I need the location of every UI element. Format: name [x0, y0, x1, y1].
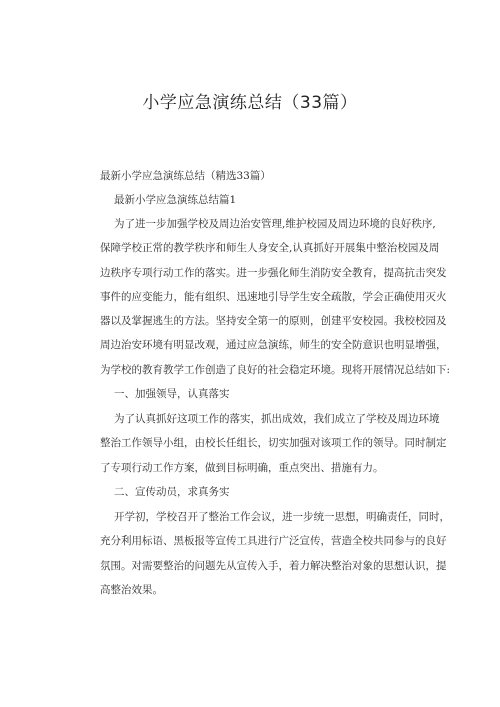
document-title: 小学应急演练总结（33篇）	[142, 93, 358, 113]
paragraph-line: 保障学校正常的教学秩序和师生人身安全,认真抓好开展集中整治校园及周	[100, 242, 440, 255]
paragraph-line: 为了进一步加强学校及周边治安管理,维护校园及周边环境的良好秩序,	[114, 218, 436, 230]
paragraph-line: 充分利用标语、黑板报等宣传工具进行广泛宣传，营造全校共同参与的良好	[100, 535, 447, 548]
paragraph-line: 高整治效果。	[100, 583, 163, 596]
paragraph-line: 周边治安环境有明显改观，通过应急演练，师生的安全防意识也明显增强，	[100, 339, 447, 352]
paragraph-line: 整治工作领导小组，由校长任组长，切实加强对该项工作的领导。同时制定	[100, 437, 447, 450]
paragraph-line: 边秩序专项行动工作的落实。进一步强化师生消防安全教育，提高抗击突发	[100, 266, 447, 279]
heading-1: 一、加强领导，认真落实	[114, 388, 230, 400]
paragraph-2	[100, 407, 447, 480]
paragraph-1	[100, 212, 451, 382]
paragraph-line: 器以及掌握逃生的方法。坚持安全第一的原则，创建平安校园。我校校园及	[100, 315, 447, 328]
paragraph-line: 为了认真抓好这项工作的落实，抓出成效，我们成立了学校及周边环境	[114, 413, 440, 425]
paragraph-line: 开学初，学校召开了整治工作会议，进一步统一思想，明确责任，同时，	[114, 511, 450, 523]
paragraph-line: 了专项行动工作方案，做到目标明确，重点突出、措施有力。	[100, 461, 384, 474]
paragraph-line: 事件的应变能力，能有组织、迅速地引导学生安全疏散，学会正确使用灭火	[100, 290, 447, 303]
section-heading: 最新小学应急演练总结篇1	[114, 194, 237, 206]
paragraph-line: 氛围。对需要整治的问题先从宣传入手，着力解决整治对象的思想认识，提	[100, 559, 447, 572]
paragraph-line: 为学校的教育教学工作创造了良好的社会稳定环境。现将开展情况总结如下:	[100, 363, 451, 376]
heading-2: 二、宣传动员，求真务实	[114, 486, 230, 498]
paragraph-3	[100, 505, 450, 602]
document-subtitle: 最新小学应急演练总结（精选33篇）	[100, 170, 271, 182]
